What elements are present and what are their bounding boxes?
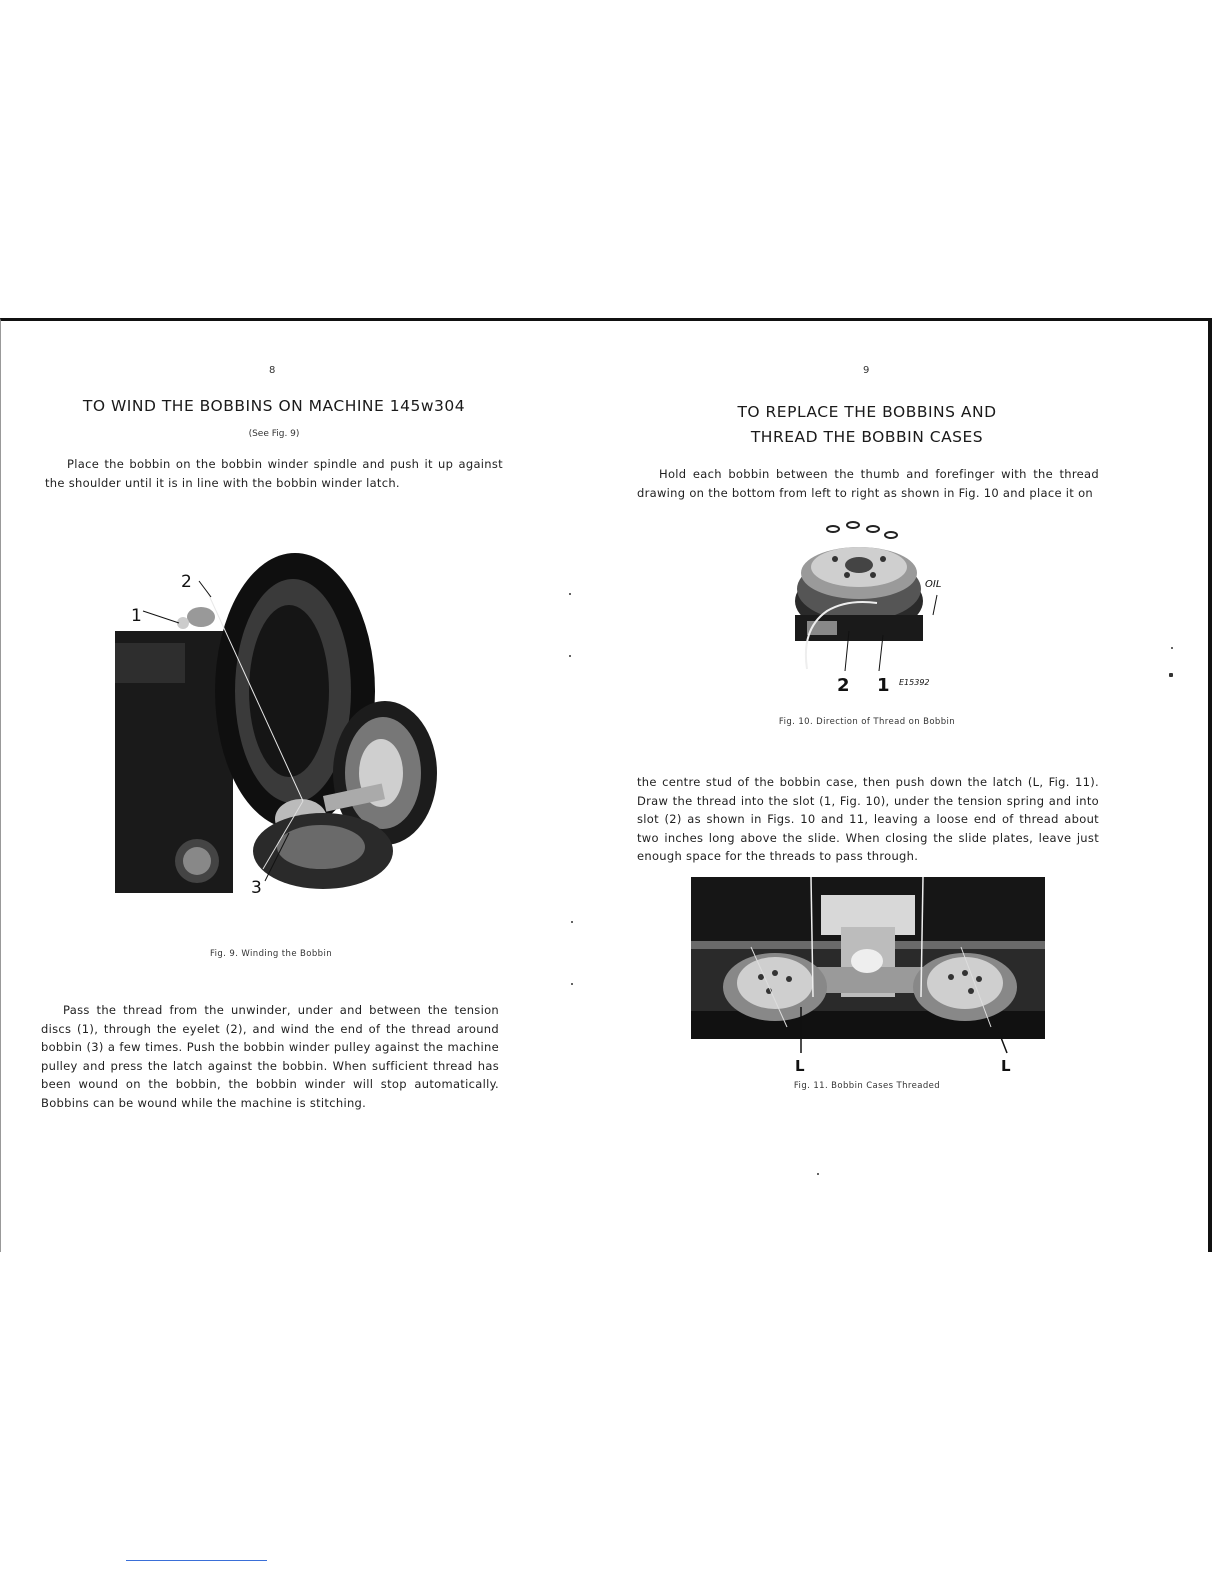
body-paragraph: the centre stud of the bobbin case, then push down the latch (L, Fig. 11). Draw the thread into the slot (1, Fig. 10), under the tension spring and into slot (2) as shown in Figs. 10 and 11, leaving a loose end of thread about two inches long above the slide. When closing the slide plates, leave just enough space for the threads to pass through. [637,775,1099,863]
callout-label-1: 1 [131,606,142,626]
intro-paragraph: Hold each bobbin between the thumb and forefinger with the thread drawing on the bottom from left to right as shown in Fig. 10 and place it on [637,467,1099,500]
right-page [607,321,1213,1252]
intro-paragraph: Place the bobbin on the bobbin winder spindle and push it up against the shoulder until it is in line with the bobbin winder latch. [45,457,503,490]
book-spread [0,318,1212,1252]
page-title-line-1: TO REPLACE THE BOBBINS AND [737,403,997,421]
figure-9-caption: Fig. 9. Winding the Bobbin [209,949,333,959]
page-title-line-2: THREAD THE BOBBIN CASES [750,428,984,446]
page-number: 9 [863,365,870,376]
figure-9-photo [113,551,443,893]
figure-11-photo [691,877,1045,1075]
callout-label-3: 3 [251,878,262,893]
callout-label-2: 2 [181,572,192,592]
figure-10-photo [787,519,957,703]
body-paragraph: Pass the thread from the unwinder, under and between the tension discs (1), through the eyelet (2), and wind the end of the thread around bobbin (3) a few times. Push the bobbin winder pulley against the machine pulley and press the latch against the bobbin. When sufficient thread has been wound on the bobbin, the bobbin winder will stop automatically. Bobbins can be wound while the machine is stitching. [41,1003,499,1110]
latch-label-right: L [1001,1057,1011,1075]
footer-rule [126,1560,267,1561]
figure-reference: (See Fig. 9) [248,429,300,439]
oil-label: OIL [925,579,942,590]
latch-label-left: L [795,1057,805,1075]
callout-label-1: 1 [877,675,890,696]
page-number: 8 [269,365,276,376]
page-title: TO WIND THE BOBBINS ON MACHINE 145w304 [82,397,466,415]
part-number-label: E15392 [899,678,930,687]
left-page [1,321,607,1252]
callout-label-2: 2 [837,675,850,696]
figure-10-caption: Fig. 10. Direction of Thread on Bobbin [778,717,956,727]
figure-11-caption: Fig. 11. Bobbin Cases Threaded [793,1081,941,1091]
